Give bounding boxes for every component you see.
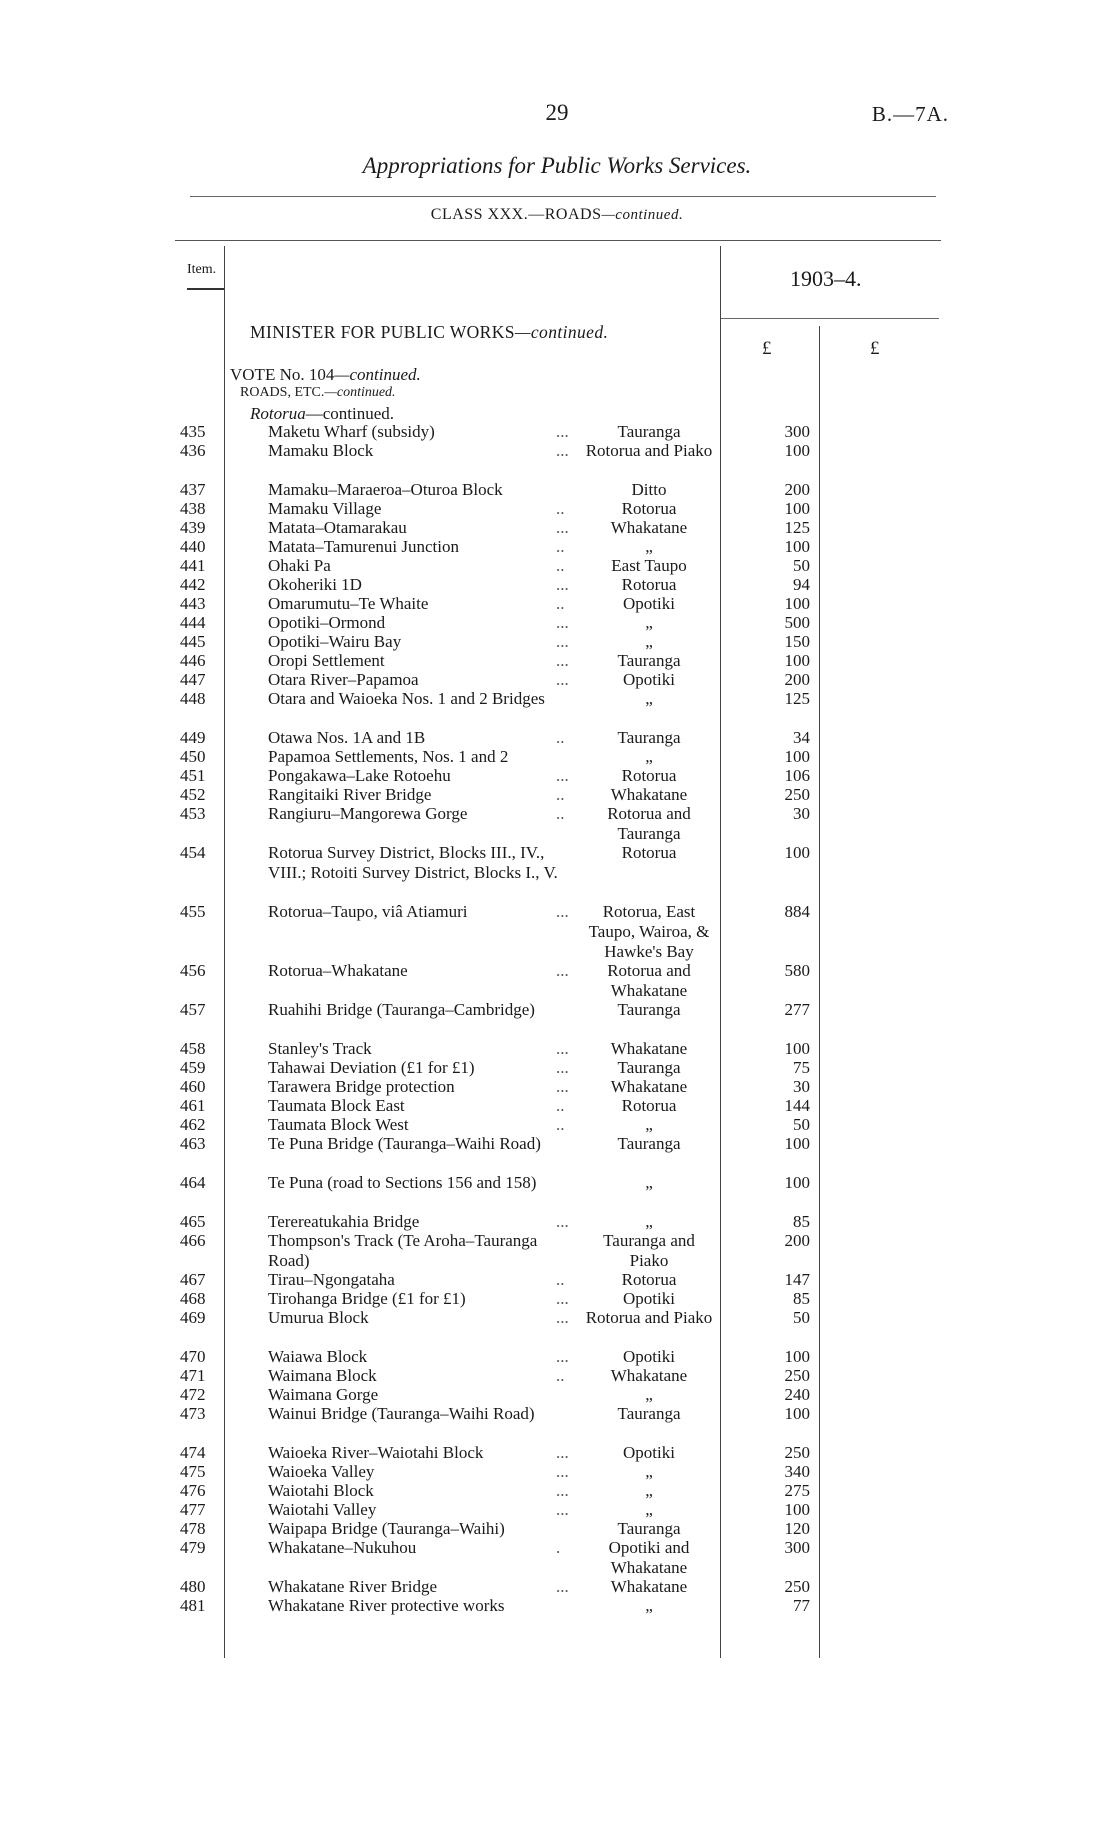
leader-dots: .. (556, 1366, 565, 1385)
leader-dots: ... (556, 1443, 569, 1462)
electoral-district: Whakatane (610, 1039, 688, 1058)
item-number: 472 (180, 1385, 206, 1404)
item-number: 449 (180, 728, 206, 747)
amount: 340 (784, 1462, 810, 1481)
electoral-district: Tauranga (617, 1134, 681, 1153)
amount: 100 (784, 499, 810, 518)
item-number: 453 (180, 804, 206, 823)
amount: 50 (793, 1308, 810, 1327)
item-description: Mamaku Block (268, 441, 374, 460)
class-heading-suffix: —continued. (601, 207, 684, 223)
item-number: 457 (180, 1000, 206, 1019)
item-number: 475 (180, 1462, 206, 1481)
item-number: 462 (180, 1115, 206, 1134)
electoral-district: „ (645, 1481, 653, 1500)
electoral-district: Tauranga (617, 1000, 681, 1019)
leader-dots: ... (556, 1077, 569, 1096)
electoral-district: Tauranga (617, 1058, 681, 1077)
amount: 100 (784, 537, 810, 556)
amount: 300 (784, 1538, 810, 1557)
amount: 100 (784, 1404, 810, 1423)
roads-text: ROADS, ETC. (240, 385, 325, 400)
amount: 77 (793, 1596, 810, 1615)
item-number: 447 (180, 670, 206, 689)
item-number: 448 (180, 689, 206, 708)
electoral-district: „ (645, 1173, 653, 1192)
electoral-district: Opotiki (623, 1289, 675, 1308)
item-description: Waiawa Block (268, 1347, 368, 1366)
item-number: 456 (180, 961, 206, 980)
electoral-district: Tauranga and Piako (603, 1231, 695, 1270)
electoral-district: Whakatane (610, 1077, 688, 1096)
electoral-district: Tauranga (617, 1404, 681, 1423)
item-description: Taumata Block West (268, 1115, 409, 1134)
amount: 300 (784, 422, 810, 441)
leader-dots: .. (556, 728, 565, 747)
item-number: 450 (180, 747, 206, 766)
item-number: 446 (180, 651, 206, 670)
electoral-district: Opotiki (623, 670, 675, 689)
item-description: Te Puna (road to Sections 156 and 158) (268, 1173, 537, 1192)
leader-dots: .. (556, 1115, 565, 1134)
vote-text: VOTE No. 104 (230, 365, 335, 384)
pound-column-divider (819, 326, 820, 1658)
item-description: Rotorua–Taupo, viâ Atiamuri (268, 902, 468, 921)
amount: 250 (784, 1366, 810, 1385)
item-number: 438 (180, 499, 206, 518)
item-number: 468 (180, 1289, 206, 1308)
leader-dots: ... (556, 1577, 569, 1596)
leader-dots: ... (556, 1289, 569, 1308)
item-description: Okoheriki 1D (268, 575, 362, 594)
leader-dots: ... (556, 613, 569, 632)
item-number: 467 (180, 1270, 206, 1289)
item-description: Terereatukahia Bridge (268, 1212, 420, 1231)
item-number: 471 (180, 1366, 206, 1385)
item-number: 470 (180, 1347, 206, 1366)
item-description: Waiotahi Valley (268, 1500, 377, 1519)
district-column-divider (720, 246, 721, 1658)
item-number: 454 (180, 843, 206, 862)
class-rule (175, 240, 941, 241)
vote-heading (230, 365, 421, 385)
leader-dots: .. (556, 804, 565, 823)
amount: 250 (784, 1577, 810, 1596)
amount: 34 (793, 728, 810, 747)
item-description: Matata–Otamarakau (268, 518, 407, 537)
vote-suffix: —continued. (334, 365, 421, 384)
item-description: Otara and Waioeka Nos. 1 and 2 Bridges (268, 689, 545, 708)
amount: 100 (784, 1134, 810, 1153)
amount: 106 (784, 766, 810, 785)
item-description: Rangitaiki River Bridge (268, 785, 432, 804)
item-description: Tirohanga Bridge (£1 for £1) (268, 1289, 466, 1308)
item-column-header: Item. (187, 262, 217, 277)
electoral-district: Rotorua (621, 843, 677, 862)
item-number: 459 (180, 1058, 206, 1077)
amount: 100 (784, 1500, 810, 1519)
item-number: 443 (180, 594, 206, 613)
item-number: 444 (180, 613, 206, 632)
item-description: Ohaki Pa (268, 556, 331, 575)
item-description: Tahawai Deviation (£1 for £1) (268, 1058, 475, 1077)
item-description: Whakatane River Bridge (268, 1577, 437, 1596)
leader-dots: ... (556, 422, 569, 441)
district-suffix: —continued. (305, 404, 395, 423)
item-description: Wainui Bridge (Tauranga–Waihi Road) (268, 1404, 535, 1423)
leader-dots: ... (556, 518, 569, 537)
year-rule (720, 318, 939, 319)
item-number: 436 (180, 441, 206, 460)
electoral-district: Whakatane (610, 1366, 688, 1385)
amount: 200 (784, 670, 810, 689)
item-description: Whakatane River protective works (268, 1596, 505, 1615)
item-description: Waiotahi Block (268, 1481, 374, 1500)
leader-dots: ... (556, 670, 569, 689)
item-number: 474 (180, 1443, 206, 1462)
item-description: Waimana Block (268, 1366, 377, 1385)
leader-dots: ... (556, 1347, 569, 1366)
item-description: Otawa Nos. 1A and 1B (268, 728, 426, 747)
leader-dots: ... (556, 1462, 569, 1481)
electoral-district: Rotorua and Piako (585, 1308, 713, 1327)
amount: 75 (793, 1058, 810, 1077)
electoral-district: Rotorua and Whakatane (607, 961, 691, 1000)
item-description: Mamaku Village (268, 499, 382, 518)
leader-dots: ... (556, 1308, 569, 1327)
item-header-rule (187, 288, 225, 290)
leader-dots: ... (556, 632, 569, 651)
minister-text: MINISTER FOR PUBLIC WORKS (250, 322, 515, 342)
item-description: Matata–Tamurenui Junction (268, 537, 459, 556)
leader-dots: .. (556, 537, 565, 556)
electoral-district: Rotorua and Tauranga (607, 804, 691, 843)
item-number: 464 (180, 1173, 206, 1192)
amount: 85 (793, 1212, 810, 1231)
item-description: Mamaku–Maraeroa–Oturoa Block (268, 480, 503, 499)
leader-dots: ... (556, 766, 569, 785)
electoral-district: Opotiki (623, 594, 675, 613)
leader-dots: .. (556, 785, 565, 804)
item-description: Oropi Settlement (268, 651, 385, 670)
electoral-district: Rotorua and Piako (585, 441, 713, 460)
class-heading-text: CLASS XXX.—ROADS (430, 206, 602, 223)
leader-dots: ... (556, 1058, 569, 1077)
electoral-district: „ (645, 613, 653, 632)
amount: 125 (784, 689, 810, 708)
amount: 30 (793, 804, 810, 823)
item-number: 451 (180, 766, 206, 785)
item-number: 440 (180, 537, 206, 556)
item-number: 478 (180, 1519, 206, 1538)
title-rule (190, 196, 936, 197)
item-number: 442 (180, 575, 206, 594)
electoral-district: „ (645, 747, 653, 766)
leader-dots: ... (556, 1039, 569, 1058)
electoral-district: „ (645, 1462, 653, 1481)
item-description: Papamoa Settlements, Nos. 1 and 2 (268, 747, 509, 766)
amount: 100 (784, 651, 810, 670)
item-number: 466 (180, 1231, 206, 1250)
item-description: Taumata Block East (268, 1096, 405, 1115)
leader-dots: ... (556, 1481, 569, 1500)
amount: 85 (793, 1289, 810, 1308)
electoral-district: Tauranga (617, 728, 681, 747)
item-number: 476 (180, 1481, 206, 1500)
item-description: Waioeka River–Waiotahi Block (268, 1443, 484, 1462)
amount: 100 (784, 1173, 810, 1192)
item-number: 452 (180, 785, 206, 804)
electoral-district: Rotorua (621, 1270, 677, 1289)
electoral-district: „ (645, 632, 653, 651)
minister-heading (250, 322, 608, 343)
electoral-district: Tauranga (617, 651, 681, 670)
item-number: 477 (180, 1500, 206, 1519)
electoral-district: „ (645, 537, 653, 556)
amount: 100 (784, 1039, 810, 1058)
amount: 30 (793, 1077, 810, 1096)
amount: 580 (784, 961, 810, 980)
item-description: Thompson's Track (Te Aroha–Tauranga Road) (268, 1231, 538, 1270)
item-number: 460 (180, 1077, 206, 1096)
item-description: Waioeka Valley (268, 1462, 375, 1481)
electoral-district: Whakatane (610, 1577, 688, 1596)
amount: 50 (793, 1115, 810, 1134)
item-description: Rotorua–Whakatane (268, 961, 408, 980)
item-description: Maketu Wharf (subsidy) (268, 422, 435, 441)
minister-suffix: —continued. (514, 322, 609, 342)
leader-dots: ... (556, 1212, 569, 1231)
amount: 250 (784, 785, 810, 804)
item-description: Stanley's Track (268, 1039, 372, 1058)
amount: 500 (784, 613, 810, 632)
item-description: Opotiki–Wairu Bay (268, 632, 402, 651)
item-description: Waimana Gorge (268, 1385, 379, 1404)
item-number: 463 (180, 1134, 206, 1153)
item-column-divider (224, 246, 225, 1658)
item-number: 481 (180, 1596, 206, 1615)
item-number: 458 (180, 1039, 206, 1058)
item-description: Tirau–Ngongataha (268, 1270, 395, 1289)
item-number: 445 (180, 632, 206, 651)
amount: 94 (793, 575, 810, 594)
amount: 150 (784, 632, 810, 651)
electoral-district: East Taupo (611, 556, 687, 575)
roads-heading (240, 385, 396, 401)
electoral-district: „ (645, 1212, 653, 1231)
item-description: Te Puna Bridge (Tauranga–Waihi Road) (268, 1134, 541, 1153)
class-heading (0, 206, 1114, 224)
amount: 125 (784, 518, 810, 537)
electoral-district: Rotorua, East Taupo, Wairoa, & Hawke's Bay (588, 902, 710, 961)
electoral-district: „ (645, 689, 653, 708)
leader-dots: .. (556, 594, 565, 613)
leader-dots: ... (556, 902, 569, 921)
item-number: 473 (180, 1404, 206, 1423)
item-number: 439 (180, 518, 206, 537)
electoral-district: „ (645, 1500, 653, 1519)
item-description: Omarumutu–Te Whaite (268, 594, 429, 613)
roads-suffix: —continued. (324, 385, 396, 400)
amount: 240 (784, 1385, 810, 1404)
item-number: 465 (180, 1212, 206, 1231)
leader-dots: ... (556, 961, 569, 980)
item-number: 441 (180, 556, 206, 575)
electoral-district: Rotorua (621, 499, 677, 518)
item-number: 479 (180, 1538, 206, 1557)
item-number: 461 (180, 1096, 206, 1115)
amount: 275 (784, 1481, 810, 1500)
amount: 100 (784, 594, 810, 613)
electoral-district: Rotorua (621, 1096, 677, 1115)
amount: 250 (784, 1443, 810, 1462)
amount: 144 (784, 1096, 810, 1115)
item-number: 480 (180, 1577, 206, 1596)
amount: 884 (784, 902, 810, 921)
item-number: 437 (180, 480, 206, 499)
item-description: Rotorua Survey District, Blocks III., IV., VIII.; Rotoiti Survey District, Blocks I., V. (268, 843, 558, 882)
leader-dots: ... (556, 575, 569, 594)
amount: 147 (784, 1270, 810, 1289)
amount: 200 (784, 1231, 810, 1250)
electoral-district: Rotorua (621, 575, 677, 594)
electoral-district: Whakatane (610, 785, 688, 804)
item-number: 435 (180, 422, 206, 441)
electoral-district: „ (645, 1115, 653, 1134)
item-description: Umurua Block (268, 1308, 369, 1327)
district-text: Rotorua (250, 404, 306, 423)
electoral-district: Whakatane (610, 518, 688, 537)
item-description: Waipapa Bridge (Tauranga–Waihi) (268, 1519, 505, 1538)
amount: 100 (784, 843, 810, 862)
page-number: 29 (545, 100, 569, 125)
leader-dots: .. (556, 499, 565, 518)
amount: 120 (784, 1519, 810, 1538)
pound-column-header-2: £ (870, 338, 880, 359)
item-number: 455 (180, 902, 206, 921)
leader-dots: ... (556, 651, 569, 670)
amount: 100 (784, 747, 810, 766)
item-description: Otara River–Papamoa (268, 670, 419, 689)
leader-dots: ... (556, 1500, 569, 1519)
electoral-district: „ (645, 1596, 653, 1615)
item-description: Opotiki–Ormond (268, 613, 386, 632)
leader-dots: .. (556, 1270, 565, 1289)
electoral-district: Ditto (631, 480, 667, 499)
item-description: Rangiuru–Mangorewa Gorge (268, 804, 468, 823)
year-header: 1903–4. (790, 266, 862, 291)
page-title: Appropriations for Public Works Services. (362, 153, 752, 178)
electoral-district: Opotiki (623, 1443, 675, 1462)
pound-column-header-1: £ (762, 338, 772, 359)
leader-dots: ... (556, 441, 569, 460)
item-description: Ruahihi Bridge (Tauranga–Cambridge) (268, 1000, 535, 1019)
item-description: Pongakawa–Lake Rotoehu (268, 766, 451, 785)
item-description: Whakatane–Nukuhou (268, 1538, 417, 1557)
electoral-district: Rotorua (621, 766, 677, 785)
electoral-district: Opotiki (623, 1347, 675, 1366)
electoral-district: Tauranga (617, 422, 681, 441)
item-number: 469 (180, 1308, 206, 1327)
district-heading (250, 404, 394, 424)
amount: 200 (784, 480, 810, 499)
leader-dots: . (556, 1538, 561, 1557)
leader-dots: .. (556, 556, 565, 575)
electoral-district: Tauranga (617, 1519, 681, 1538)
electoral-district: Opotiki and Whakatane (608, 1538, 690, 1577)
leader-dots: .. (556, 1096, 565, 1115)
amount: 277 (784, 1000, 810, 1019)
document-code: B.—7A. (871, 102, 949, 126)
amount: 100 (784, 441, 810, 460)
item-description: Tarawera Bridge protection (268, 1077, 455, 1096)
electoral-district: „ (645, 1385, 653, 1404)
amount: 100 (784, 1347, 810, 1366)
amount: 50 (793, 556, 810, 575)
